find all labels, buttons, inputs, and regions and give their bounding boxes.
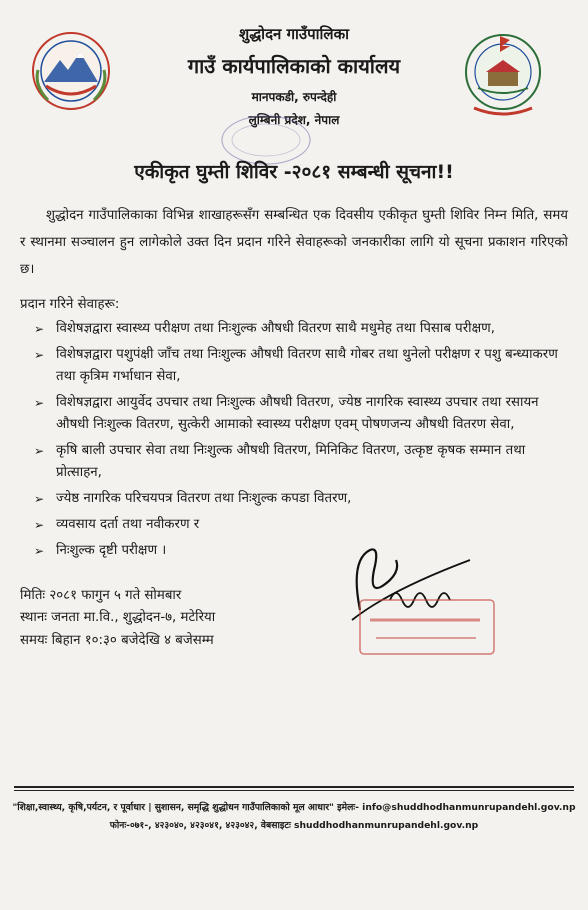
- service-text: विशेषज्ञद्वारा पशुपंक्षी जाँच तथा निःशुल्क औषधी वितरण साथै गोबर तथा थुनेलो परीक्षण र पशु बन्ध्याकरण तथा कृत्रिम गर्भाधान सेवा,: [56, 347, 558, 384]
- list-item: [28, 488, 558, 510]
- office-province: लुम्बिनी प्रदेश, नेपाल: [248, 113, 340, 127]
- service-text: व्यवसाय दर्ता तथा नवीकरण र: [56, 517, 200, 532]
- footer-motto-email: "शिक्षा,स्वास्थ्य, कृषि,पर्यटन, र पूर्वाधार | सुशासन, समृद्धि शुद्धोधन गाउँपालिकाको मूल आधार" इमेलः- info@shuddhodhanmunrupandehl.gov.np: [12, 802, 576, 813]
- footer-divider: [14, 790, 574, 791]
- office-location: मानपकडी, रुपन्देही: [251, 90, 337, 104]
- service-text: निःशुल्क दृष्टी परीक्षण ।: [56, 543, 167, 558]
- event-venue: स्थानः जनता मा.वि., शुद्धोदन-७, मटेरिया: [20, 610, 216, 625]
- arrow-bullet-icon: ➢: [34, 492, 45, 506]
- list-item: [28, 318, 558, 340]
- list-item: [28, 440, 558, 484]
- arrow-bullet-icon: ➢: [34, 396, 45, 410]
- notice-intro: शुद्धोदन गाउँपालिकाका विभिन्न शाखाहरूसँग सम्बन्धित एक दिवसीय एकीकृत घुम्ती शिविर निम्न मिति, समय र स्थानमा सञ्चालन हुन लागेकोले उक्त दिन प्रदान गरिने सेवाहरूको जनकारीका लागि यो सूचना प्रकाशन गरिएको छ।: [20, 208, 568, 277]
- arrow-bullet-icon: ➢: [34, 322, 45, 336]
- service-text: कृषि बाली उपचार सेवा तथा निःशुल्क औषधी वितरण, मिनिकिट वितरण, उत्कृष्ट कृषक सम्मान तथा प्रोत्साहन,: [56, 443, 526, 480]
- arrow-bullet-icon: ➢: [34, 348, 45, 362]
- arrow-bullet-icon: ➢: [34, 444, 45, 458]
- list-item: [28, 344, 558, 388]
- notice-title: एकीकृत घुम्ती शिविर -२०८१ सम्बन्धी सूचना!!: [134, 161, 454, 183]
- footer-divider: [14, 786, 574, 788]
- arrow-bullet-icon: ➢: [34, 544, 45, 558]
- service-text: विशेषज्ञद्वारा स्वास्थ्य परीक्षण तथा निःशुल्क औषधी वितरण साथै मधुमेह तथा पिसाब परीक्षण,: [56, 321, 495, 336]
- service-text: ज्येष्ठ नागरिक परिचयपत्र वितरण तथा निःशुल्क कपडा वितरण,: [56, 491, 352, 506]
- event-time: समयः बिहान १०:३० बजेदेखि ४ बजेसम्म: [20, 633, 214, 648]
- footer-phone-website: फोनः-०७१-, ४२३०४०, ४२३०४१, ४२३०४२, वेबसाइटः shuddhodhanmunrupandehl.gov.np: [109, 820, 479, 831]
- arrow-bullet-icon: ➢: [34, 518, 45, 532]
- services-heading: प्रदान गरिने सेवाहरू:: [20, 297, 120, 312]
- office-name: गाउँ कार्यपालिकाको कार्यालय: [187, 54, 401, 78]
- municipality-name: शुद्धोदन गाउँपालिका: [239, 25, 349, 43]
- list-item: [28, 392, 558, 436]
- official-name-stamp: [356, 596, 498, 658]
- service-text: विशेषज्ञद्वारा आयुर्वेद उपचार तथा निःशुल्क औषधी वितरण, ज्येष्ठ नागरिक स्वास्थ्य उपचार तथा रसायन औषधी निःशुल्क वितरण, सुत्केरी आमाको स्वास्थ्य परीक्षण एवम् पोषणजन्य औषधी वितरण सेवा,: [56, 395, 539, 432]
- event-date: मितिः २०८१ फागुन ५ गते सोमबार: [20, 588, 182, 603]
